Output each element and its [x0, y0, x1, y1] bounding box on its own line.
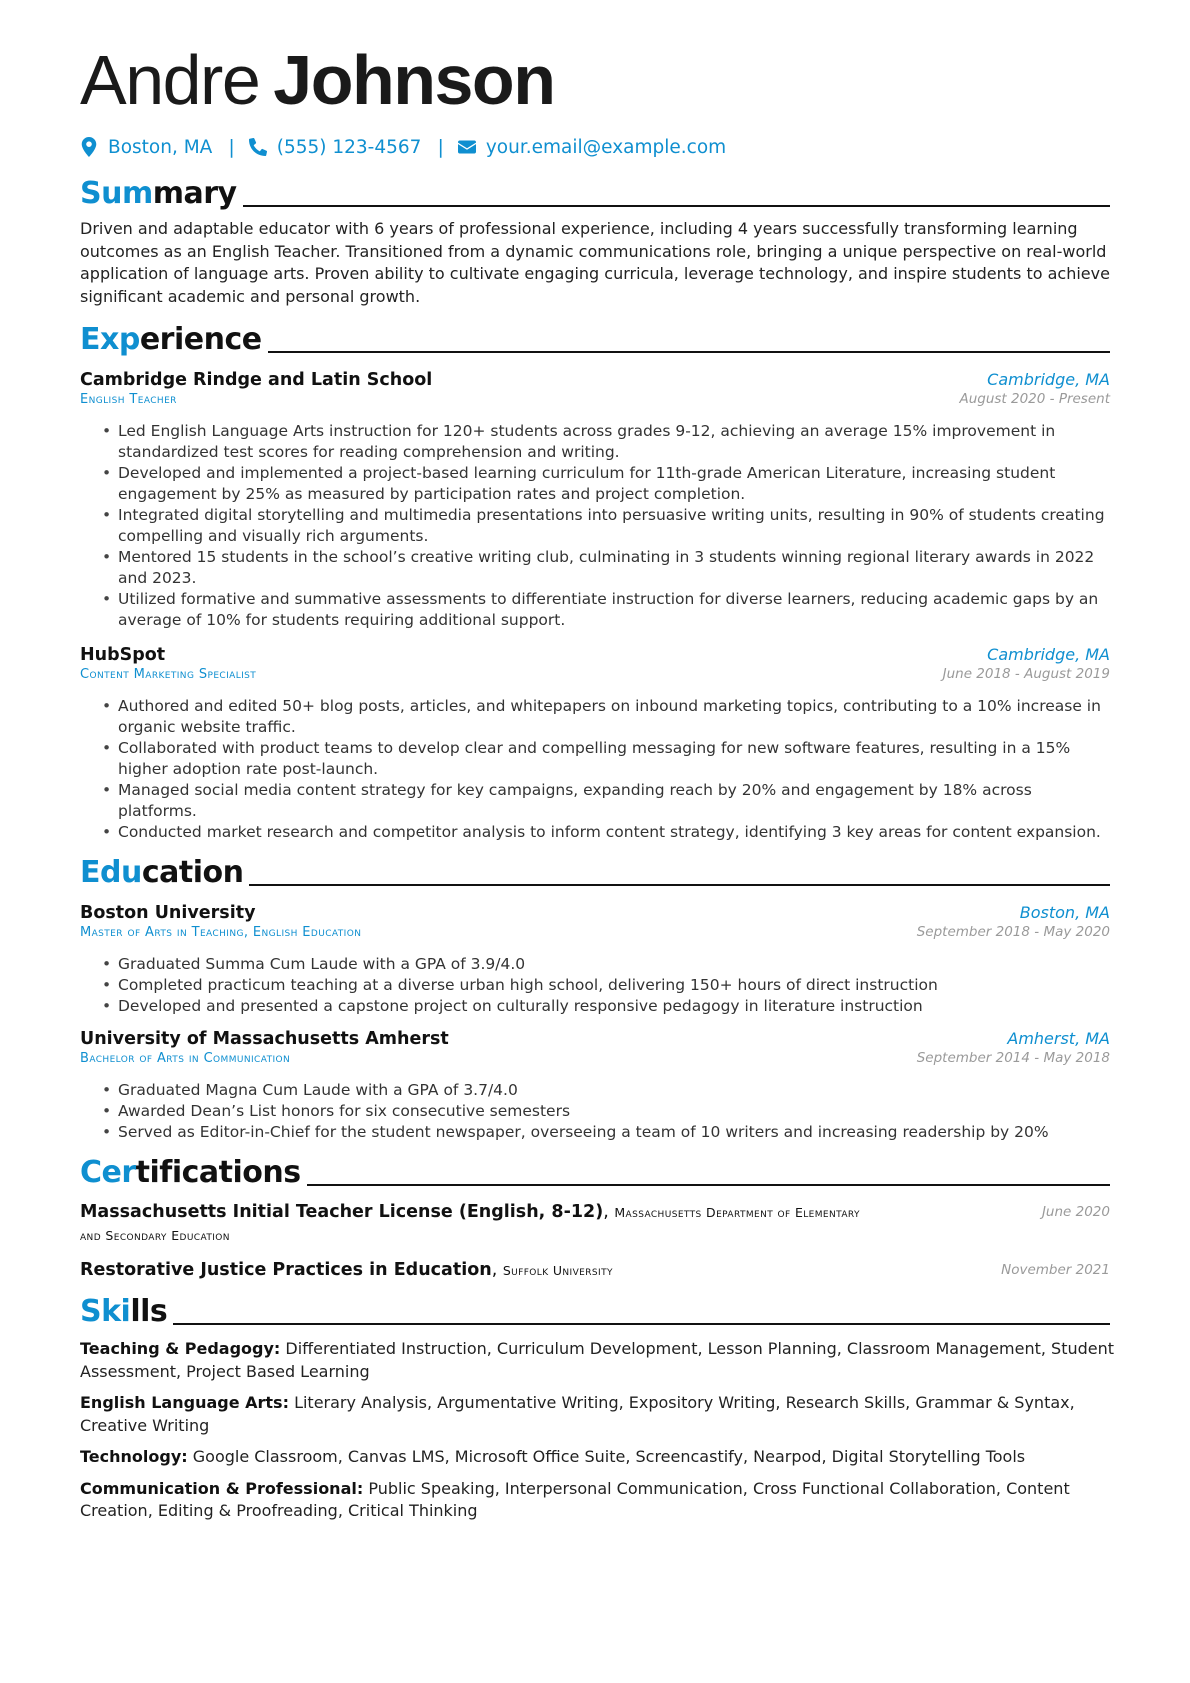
skill-values: Google Classroom, Canvas LMS, Microsoft Office Suite, Screencastify, Nearpod, Digital Storytelling Tools	[192, 1447, 1026, 1466]
certification-date: June 2020	[1041, 1204, 1110, 1220]
bullet-item: • Conducted market research and competitor analysis to inform content strategy, identifying 3 key areas for content expansion.	[102, 822, 1110, 843]
section-title: Summary	[80, 176, 237, 211]
certification-name: Massachusetts Initial Teacher License (English, 8-12)	[80, 1202, 604, 1222]
bullet-list	[102, 696, 1110, 843]
school-name: University of Massachusetts Amherst	[80, 1029, 449, 1049]
certifications-heading	[80, 1153, 1110, 1191]
section-rule	[307, 1184, 1110, 1186]
certification-entry: Massachusetts Initial Teacher License (English, 8-12), Massachusetts Department of Elementary and Secondary Education June 2020	[80, 1202, 1110, 1243]
entry-location: Cambridge, MA	[987, 370, 1110, 389]
certification-issuer: Massachusetts Department of Elementary and Secondary Education	[80, 1205, 860, 1243]
skill-label: English Language Arts:	[80, 1393, 289, 1412]
section-rule	[243, 205, 1110, 207]
phone-item[interactable]	[249, 137, 422, 158]
entry-dates: September 2018 - May 2020	[916, 924, 1110, 940]
certification-date: November 2021	[1001, 1262, 1110, 1278]
skills-heading	[80, 1292, 1110, 1330]
skill-group	[80, 1392, 1120, 1437]
education-entry	[80, 903, 1110, 1017]
job-title: English Teacher	[80, 392, 177, 407]
experience-entry	[80, 645, 1110, 843]
certification-name: Restorative Justice Practices in Education	[80, 1260, 492, 1280]
section-title: Skills	[80, 1294, 168, 1329]
skill-group	[80, 1478, 1120, 1523]
certification-issuer: Suffolk University	[502, 1263, 613, 1278]
education-heading	[80, 853, 1110, 891]
skill-values: Literary Analysis, Argumentative Writing, Expository Writing, Research Skills, Grammar & Syntax, Creative Writing	[80, 1393, 1075, 1435]
degree: Master of Arts in Teaching, English Education	[80, 925, 362, 940]
entry-location: Cambridge, MA	[987, 645, 1110, 664]
bullet-item: • Awarded Dean’s List honors for six consecutive semesters	[102, 1101, 1110, 1122]
summary-heading	[80, 174, 1110, 212]
skill-label: Communication & Professional:	[80, 1478, 364, 1498]
certification-entry: Restorative Justice Practices in Education, Suffolk University November 2021	[80, 1260, 1110, 1280]
skill-label: Technology:	[80, 1447, 188, 1466]
bullet-item: • Served as Editor-in-Chief for the student newspaper, overseeing a team of 10 writers and increasing readership by 20%	[102, 1122, 1110, 1143]
bullet-list	[102, 421, 1110, 631]
bullet-list	[102, 1080, 1110, 1143]
section-rule	[268, 351, 1110, 353]
bullet-item: • Led English Language Arts instruction for 120+ students across grades 9-12, achieving an average 15% improvement in standardized test scores for reading comprehension and writing.	[102, 421, 1110, 463]
phone-icon	[249, 137, 267, 157]
email-item[interactable]	[458, 137, 726, 158]
entry-dates: June 2018 - August 2019	[942, 666, 1110, 682]
section-title: Experience	[80, 322, 262, 357]
separator: |	[437, 136, 444, 158]
phone-text[interactable]: (555) 123-4567	[276, 136, 422, 158]
degree: Bachelor of Arts in Communication	[80, 1051, 291, 1066]
organization-name: HubSpot	[80, 645, 166, 665]
entry-dates: August 2020 - Present	[959, 391, 1110, 407]
bullet-item: • Developed and implemented a project-based learning curriculum for 11th-grade American Literature, increasing student engagement by 25% as measured by participation rates and project completion.	[102, 463, 1110, 505]
bullet-item: • Integrated digital storytelling and multimedia presentations into persuasive writing units, resulting in 90% of students creating compelling and visually rich arguments.	[102, 505, 1110, 547]
skill-group	[80, 1338, 1120, 1383]
bullet-item: • Graduated Magna Cum Laude with a GPA of 3.7/4.0	[102, 1080, 1110, 1101]
separator: |	[228, 136, 235, 158]
job-title: Content Marketing Specialist	[80, 667, 257, 682]
skill-label: Teaching & Pedagogy:	[80, 1339, 281, 1358]
experience-entry	[80, 370, 1110, 631]
first-name: Andre	[80, 41, 260, 119]
bullet-item: • Graduated Summa Cum Laude with a GPA of 3.9/4.0	[102, 954, 1110, 975]
email-link[interactable]: your.email@example.com	[485, 136, 727, 158]
map-pin-icon	[80, 137, 98, 157]
experience-heading	[80, 320, 1110, 358]
candidate-name	[80, 38, 1110, 122]
bullet-item: • Utilized formative and summative assessments to differentiate instruction for diverse learners, reducing academic gaps by an average of 10% for students requiring additional support.	[102, 589, 1110, 631]
location-item	[80, 137, 212, 158]
school-name: Boston University	[80, 903, 256, 923]
location-text: Boston, MA	[108, 136, 213, 158]
bullet-list	[102, 954, 1110, 1017]
bullet-item: • Mentored 15 students in the school’s creative writing club, culminating in 3 students winning regional literary awards in 2022 and 2023.	[102, 547, 1110, 589]
bullet-item: • Authored and edited 50+ blog posts, articles, and whitepapers on inbound marketing topics, contributing to a 10% increase in organic website traffic.	[102, 696, 1110, 738]
summary-text: Driven and adaptable educator with 6 years of professional experience, including 4 years successfully transforming learning outcomes as an English Teacher. Transitioned from a dynamic communications role, bringing a unique perspective on real-world application of language arts. Proven ability to cultivate engaging curricula, leverage technology, and inspire students to achieve significant academic and personal growth.	[80, 219, 1110, 306]
entry-location: Amherst, MA	[1007, 1029, 1110, 1048]
skill-group	[80, 1446, 1120, 1469]
last-name: Johnson	[273, 41, 555, 119]
bullet-item: • Collaborated with product teams to develop clear and compelling messaging for new software features, resulting in a 15% higher adoption rate post-launch.	[102, 738, 1110, 780]
organization-name: Cambridge Rindge and Latin School	[80, 370, 433, 390]
education-entry	[80, 1029, 1110, 1143]
section-rule	[173, 1323, 1110, 1325]
skill-values: Public Speaking, Interpersonal Communication, Cross Functional Collaboration, Content Creation, Editing & Proofreading, Critical Thinking	[80, 1478, 1070, 1520]
entry-location: Boston, MA	[1019, 903, 1110, 922]
contact-line	[80, 134, 1110, 160]
entry-dates: September 2014 - May 2018	[916, 1050, 1110, 1066]
section-rule	[249, 884, 1110, 886]
bullet-item: • Managed social media content strategy for key campaigns, expanding reach by 20% and engagement by 18% across platforms.	[102, 780, 1110, 822]
section-title: Certifications	[80, 1155, 301, 1190]
section-title: Education	[80, 855, 244, 890]
bullet-item: • Developed and presented a capstone project on culturally responsive pedagogy in literature instruction	[102, 996, 1110, 1017]
envelope-icon	[458, 137, 476, 157]
bullet-item: • Completed practicum teaching at a diverse urban high school, delivering 150+ hours of direct instruction	[102, 975, 1110, 996]
skill-values: Differentiated Instruction, Curriculum Development, Lesson Planning, Classroom Management, Student Assessment, Project Based Learning	[80, 1339, 1115, 1381]
